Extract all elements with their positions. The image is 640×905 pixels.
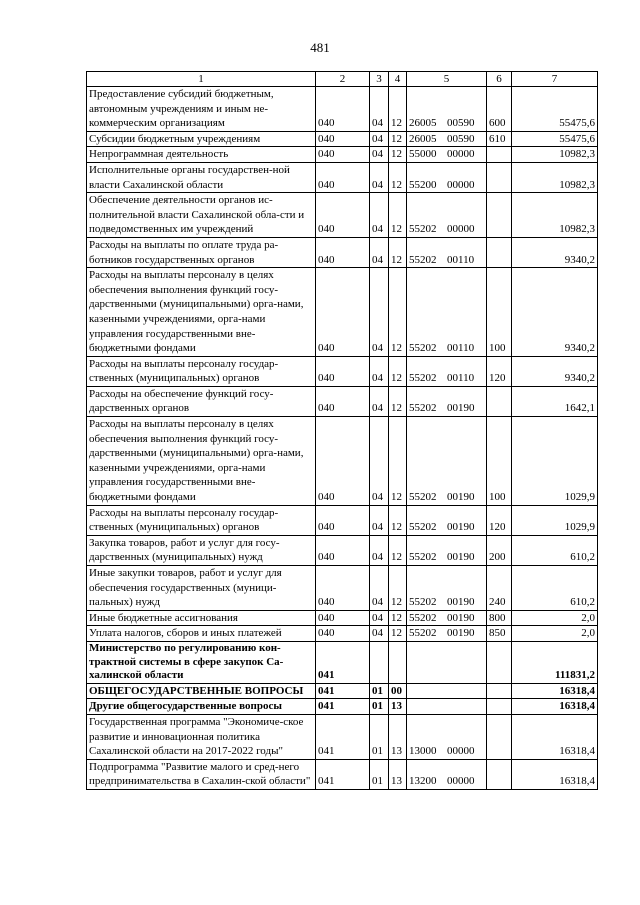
row-section-cell: 04 (370, 162, 389, 192)
target-article-part-a: 26005 (409, 132, 437, 145)
target-article-part-b: 00000 (447, 775, 475, 788)
target-article-part-a: 55202 (409, 372, 437, 385)
row-subsection-cell: 12 (389, 610, 407, 626)
row-subsection-cell: 12 (389, 193, 407, 238)
target-article-part-b: 00190 (447, 611, 475, 624)
header-cell: 5 (407, 72, 487, 87)
table-row (87, 237, 598, 267)
row-code-cell: 041 (316, 759, 370, 789)
row-target-article-cell (407, 193, 487, 238)
row-subsection-cell: 12 (389, 147, 407, 163)
target-article-part-b: 00190 (447, 596, 475, 609)
target-article-part-b: 00110 (447, 342, 475, 355)
table-row (87, 566, 598, 611)
table-row (87, 87, 598, 132)
table-row (87, 162, 598, 192)
row-sum-cell: 610,2 (512, 566, 598, 611)
row-subsection-cell: 13 (389, 714, 407, 759)
row-expense-type-cell: 100 (487, 417, 512, 506)
row-subsection-cell: 13 (389, 759, 407, 789)
row-section-cell: 04 (370, 535, 389, 565)
row-code-cell: 040 (316, 566, 370, 611)
row-target-article-cell (407, 237, 487, 267)
row-section-cell: 04 (370, 356, 389, 386)
row-code-cell: 041 (316, 641, 370, 683)
row-section-cell: 04 (370, 131, 389, 147)
row-section-cell: 01 (370, 699, 389, 715)
row-name-cell: Другие общегосударственные вопросы (87, 699, 316, 715)
table-row (87, 535, 598, 565)
row-target-article-cell (407, 268, 487, 357)
target-article-part-b: 00110 (447, 253, 475, 266)
row-section-cell: 04 (370, 268, 389, 357)
row-expense-type-cell: 850 (487, 626, 512, 642)
row-target-article-cell (407, 417, 487, 506)
row-name-cell: Непрограммная деятельность (87, 147, 316, 163)
row-target-article-cell (407, 641, 487, 683)
row-section-cell (370, 641, 389, 683)
target-article-part-a: 55202 (409, 253, 437, 266)
row-code-cell: 040 (316, 131, 370, 147)
header-cell: 2 (316, 72, 370, 87)
table-row (87, 147, 598, 163)
row-subsection-cell: 12 (389, 417, 407, 506)
row-section-cell: 04 (370, 610, 389, 626)
row-target-article-cell (407, 699, 487, 715)
row-subsection-cell: 12 (389, 535, 407, 565)
target-article-part-a: 55202 (409, 596, 437, 609)
target-article-part-b: 00190 (447, 627, 475, 640)
row-code-cell: 040 (316, 162, 370, 192)
target-article-part-a: 55202 (409, 402, 437, 415)
row-target-article-cell (407, 535, 487, 565)
row-name-cell: Обеспечение деятельности органов ис-полнительной власти Сахалинской обла-сти и подведомственных им учреждений (87, 193, 316, 238)
row-target-article-cell (407, 566, 487, 611)
row-name-cell: Расходы на выплаты персоналу государ-ственных (муниципальных) органов (87, 505, 316, 535)
row-expense-type-cell (487, 683, 512, 699)
target-article-part-a: 55000 (409, 148, 437, 161)
table-header-row (87, 72, 598, 87)
row-code-cell: 040 (316, 386, 370, 416)
row-code-cell: 040 (316, 193, 370, 238)
row-sum-cell: 16318,4 (512, 683, 598, 699)
row-expense-type-cell: 610 (487, 131, 512, 147)
table-row (87, 386, 598, 416)
row-target-article-cell (407, 87, 487, 132)
row-subsection-cell: 12 (389, 162, 407, 192)
row-target-article-cell (407, 714, 487, 759)
header-cell: 1 (87, 72, 316, 87)
table-row (87, 610, 598, 626)
row-subsection-cell: 12 (389, 386, 407, 416)
row-section-cell: 04 (370, 566, 389, 611)
target-article-part-b: 00000 (447, 223, 475, 236)
target-article-part-a: 55202 (409, 627, 437, 640)
row-section-cell: 04 (370, 87, 389, 132)
row-code-cell: 040 (316, 610, 370, 626)
target-article-part-b: 00000 (447, 148, 475, 161)
row-target-article-cell (407, 386, 487, 416)
row-expense-type-cell: 600 (487, 87, 512, 132)
row-sum-cell: 9340,2 (512, 356, 598, 386)
row-sum-cell: 9340,2 (512, 237, 598, 267)
table-row (87, 417, 598, 506)
row-expense-type-cell (487, 237, 512, 267)
table-row (87, 268, 598, 357)
row-sum-cell: 55475,6 (512, 87, 598, 132)
row-target-article-cell (407, 683, 487, 699)
row-section-cell: 04 (370, 505, 389, 535)
table-row (87, 505, 598, 535)
row-code-cell: 040 (316, 505, 370, 535)
row-target-article-cell (407, 147, 487, 163)
target-article-part-a: 26005 (409, 117, 437, 130)
row-expense-type-cell (487, 193, 512, 238)
row-section-cell: 04 (370, 147, 389, 163)
header-cell: 6 (487, 72, 512, 87)
target-article-part-b: 00190 (447, 551, 475, 564)
row-name-cell: Иные бюджетные ассигнования (87, 610, 316, 626)
row-subsection-cell: 12 (389, 268, 407, 357)
row-section-cell: 01 (370, 714, 389, 759)
row-target-article-cell (407, 626, 487, 642)
table-row (87, 699, 598, 715)
row-expense-type-cell: 120 (487, 356, 512, 386)
row-subsection-cell: 12 (389, 356, 407, 386)
row-sum-cell: 610,2 (512, 535, 598, 565)
row-subsection-cell (389, 641, 407, 683)
row-name-cell: Государственная программа "Экономиче-ское развитие и инновационная политика Сахалинской области на 2017-2022 годы" (87, 714, 316, 759)
table-row (87, 193, 598, 238)
row-expense-type-cell (487, 386, 512, 416)
row-target-article-cell (407, 162, 487, 192)
row-name-cell: Расходы на выплаты персоналу государ-ственных (муниципальных) органов (87, 356, 316, 386)
row-name-cell: Субсидии бюджетным учреждениям (87, 131, 316, 147)
row-target-article-cell (407, 610, 487, 626)
row-name-cell: Расходы на выплаты персоналу в целях обеспечения выполнения функций госу-дарственными (муниципальными) орга-нами, казенными учреждениями, орга-нами управления государственными вне-бюджетными фондами (87, 268, 316, 357)
row-sum-cell: 9340,2 (512, 268, 598, 357)
row-sum-cell: 1642,1 (512, 386, 598, 416)
header-cell: 3 (370, 72, 389, 87)
row-subsection-cell: 12 (389, 87, 407, 132)
table-row (87, 641, 598, 683)
row-expense-type-cell (487, 162, 512, 192)
table-row (87, 714, 598, 759)
target-article-part-a: 55202 (409, 342, 437, 355)
row-code-cell: 040 (316, 237, 370, 267)
target-article-part-b: 00190 (447, 402, 475, 415)
target-article-part-b: 00190 (447, 491, 475, 504)
row-name-cell: Расходы на выплаты персоналу в целях обеспечения выполнения функций госу-дарственными (муниципальными) орга-нами, казенными учреждениями, орга-нами управления государственными вне-бюджетными фондами (87, 417, 316, 506)
row-code-cell: 040 (316, 268, 370, 357)
row-sum-cell: 16318,4 (512, 714, 598, 759)
target-article-part-a: 55200 (409, 178, 437, 191)
row-sum-cell: 55475,6 (512, 131, 598, 147)
table-row (87, 759, 598, 789)
header-cell: 4 (389, 72, 407, 87)
row-code-cell: 041 (316, 683, 370, 699)
table-body (87, 87, 598, 790)
row-code-cell: 040 (316, 87, 370, 132)
table-row (87, 131, 598, 147)
row-expense-type-cell (487, 714, 512, 759)
budget-table (86, 71, 598, 790)
row-code-cell: 040 (316, 626, 370, 642)
row-code-cell: 041 (316, 699, 370, 715)
page-number: 481 (310, 40, 330, 55)
row-name-cell: ОБЩЕГОСУДАРСТВЕННЫЕ ВОПРОСЫ (87, 683, 316, 699)
row-expense-type-cell (487, 759, 512, 789)
row-section-cell: 04 (370, 417, 389, 506)
row-subsection-cell: 12 (389, 237, 407, 267)
row-section-cell: 01 (370, 759, 389, 789)
row-expense-type-cell: 800 (487, 610, 512, 626)
row-sum-cell: 2,0 (512, 626, 598, 642)
row-sum-cell: 1029,9 (512, 505, 598, 535)
row-sum-cell: 2,0 (512, 610, 598, 626)
row-sum-cell: 16318,4 (512, 699, 598, 715)
target-article-part-b: 00590 (447, 132, 475, 145)
row-expense-type-cell: 200 (487, 535, 512, 565)
target-article-part-a: 55202 (409, 611, 437, 624)
row-sum-cell: 111831,2 (512, 641, 598, 683)
row-code-cell: 040 (316, 417, 370, 506)
target-article-part-a: 13000 (409, 745, 437, 758)
row-sum-cell: 10982,3 (512, 193, 598, 238)
row-name-cell: Уплата налогов, сборов и иных платежей (87, 626, 316, 642)
row-section-cell: 04 (370, 386, 389, 416)
row-expense-type-cell: 240 (487, 566, 512, 611)
row-name-cell: Расходы на обеспечение функций госу-дарственных органов (87, 386, 316, 416)
row-sum-cell: 10982,3 (512, 162, 598, 192)
row-subsection-cell: 12 (389, 505, 407, 535)
row-subsection-cell: 12 (389, 626, 407, 642)
row-subsection-cell: 12 (389, 566, 407, 611)
row-section-cell: 04 (370, 193, 389, 238)
row-target-article-cell (407, 759, 487, 789)
target-article-part-a: 55202 (409, 551, 437, 564)
row-subsection-cell: 13 (389, 699, 407, 715)
row-name-cell: Министерство по регулированию кон-трактной системы в сфере закупок Са-халинской области (87, 641, 316, 683)
target-article-part-b: 00000 (447, 178, 475, 191)
row-code-cell: 040 (316, 147, 370, 163)
row-code-cell: 040 (316, 356, 370, 386)
row-name-cell: Предоставление субсидий бюджетным, автономным учреждениям и иным не-коммерческим организациям (87, 87, 316, 132)
target-article-part-b: 00590 (447, 117, 475, 130)
row-sum-cell: 16318,4 (512, 759, 598, 789)
row-code-cell: 040 (316, 535, 370, 565)
row-name-cell: Закупка товаров, работ и услуг для госу-дарственных (муниципальных) нужд (87, 535, 316, 565)
row-section-cell: 04 (370, 626, 389, 642)
table-row (87, 356, 598, 386)
row-target-article-cell (407, 505, 487, 535)
target-article-part-a: 13200 (409, 775, 437, 788)
target-article-part-a: 55202 (409, 521, 437, 534)
row-name-cell: Подпрограмма "Развитие малого и сред-него предпринимательства в Сахалин-ской области" (87, 759, 316, 789)
row-target-article-cell (407, 131, 487, 147)
row-code-cell: 041 (316, 714, 370, 759)
row-subsection-cell: 00 (389, 683, 407, 699)
table-row (87, 683, 598, 699)
row-sum-cell: 10982,3 (512, 147, 598, 163)
row-sum-cell: 1029,9 (512, 417, 598, 506)
row-subsection-cell: 12 (389, 131, 407, 147)
row-section-cell: 04 (370, 237, 389, 267)
row-expense-type-cell (487, 699, 512, 715)
row-expense-type-cell: 100 (487, 268, 512, 357)
row-expense-type-cell (487, 147, 512, 163)
target-article-part-a: 55202 (409, 491, 437, 504)
header-cell: 7 (512, 72, 598, 87)
target-article-part-b: 00000 (447, 745, 475, 758)
target-article-part-a: 55202 (409, 223, 437, 236)
target-article-part-b: 00190 (447, 521, 475, 534)
row-name-cell: Иные закупки товаров, работ и услуг для обеспечения государственных (муници-пальных) нужд (87, 566, 316, 611)
target-article-part-b: 00110 (447, 372, 475, 385)
row-expense-type-cell (487, 641, 512, 683)
row-section-cell: 01 (370, 683, 389, 699)
row-target-article-cell (407, 356, 487, 386)
row-expense-type-cell: 120 (487, 505, 512, 535)
row-name-cell: Расходы на выплаты по оплате труда ра-ботников государственных органов (87, 237, 316, 267)
row-name-cell: Исполнительные органы государствен-ной власти Сахалинской области (87, 162, 316, 192)
table-row (87, 626, 598, 642)
